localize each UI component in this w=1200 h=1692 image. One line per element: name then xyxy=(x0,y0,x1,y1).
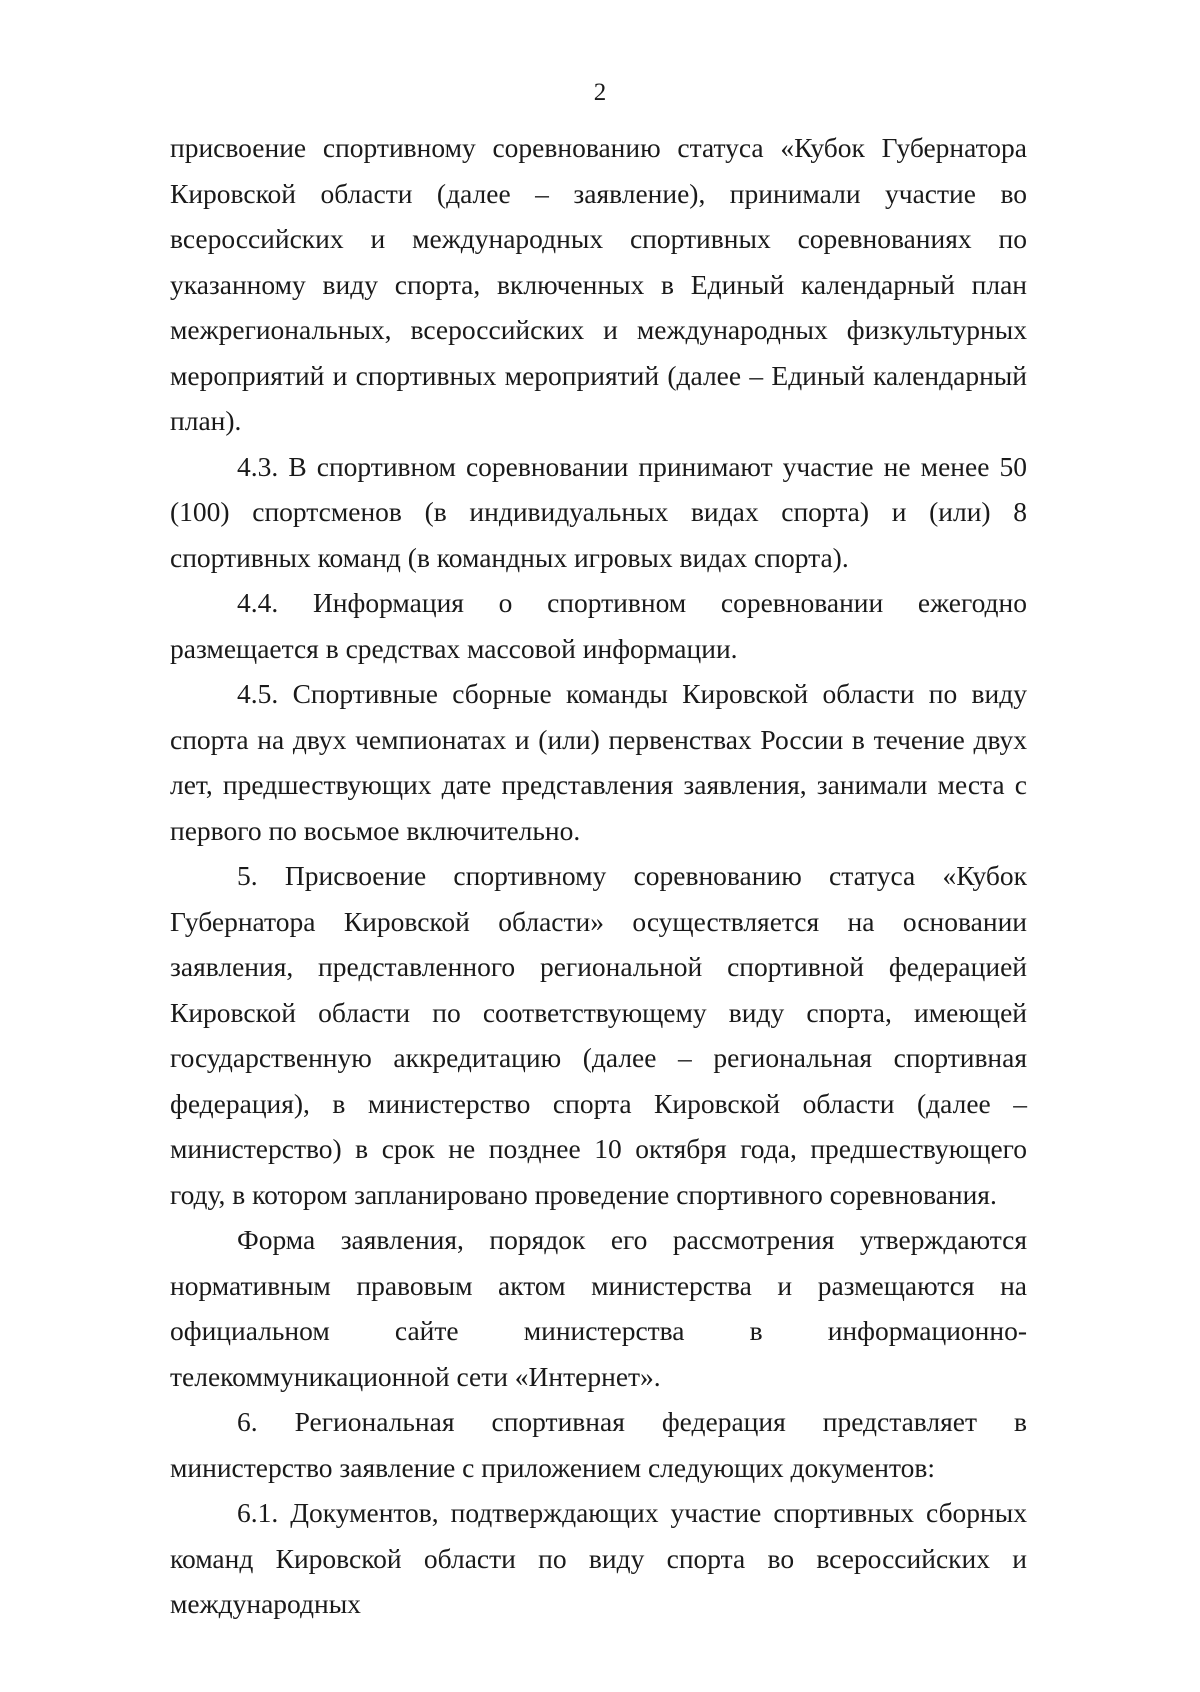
paragraph-4-4: 4.4. Информация о спортивном соревновании ежегодно размещается в средствах массовой информации. xyxy=(170,587,1027,664)
paragraph-4-3: 4.3. В спортивном соревновании принимают участие не менее 50 (100) спортсменов (в индивидуальных видах спорта) и (или) 8 спортивных команд (в командных игровых видах спорта). xyxy=(170,450,1027,573)
paragraph-continuation: присвоение спортивному соревнованию статуса «Кубок Губернатора Кировской области (далее – заявление), принимали участие во всероссийских и международных спортивных соревнованиях по указанному виду спорта, включенных в Единый календарный план межрегиональных, всероссийских и международных физкультурных мероприятий и спортивных мероприятий (далее – Единый календарный план). xyxy=(170,132,1027,436)
document-body xyxy=(170,125,1027,1627)
paragraph-6-1: 6.1. Документов, подтверждающих участие спортивных сборных команд Кировской области по виду спорта во всероссийских и международных xyxy=(170,1497,1027,1619)
paragraph-4-5: 4.5. Спортивные сборные команды Кировской области по виду спорта на двух чемпионатах и (или) первенствах России в течение двух лет, предшествующих дате представления заявления, занимали места с первого по восьмое включительно. xyxy=(170,678,1027,846)
paragraph-5: 5. Присвоение спортивному соревнованию статуса «Кубок Губернатора Кировской области» осуществляется на основании заявления, представленного региональной спортивной федерацией Кировской области по соответствующему виду спорта, имеющей государственную аккредитацию (далее – региональная спортивная федерация), в министерство спорта Кировской области (далее – министерство) в срок не позднее 10 октября года, предшествующего году, в котором запланировано проведение спортивного соревнования. xyxy=(170,860,1027,1210)
page-number: 2 xyxy=(593,79,607,106)
paragraph-form-of-application: Форма заявления, порядок его рассмотрения утверждаются нормативным правовым актом министерства и размещаются на официальном сайте министерства в информационно-телекоммуникационной сети «Интернет». xyxy=(170,1224,1027,1392)
paragraph-6: 6. Региональная спортивная федерация представляет в министерство заявление с приложением следующих документов: xyxy=(170,1406,1027,1483)
